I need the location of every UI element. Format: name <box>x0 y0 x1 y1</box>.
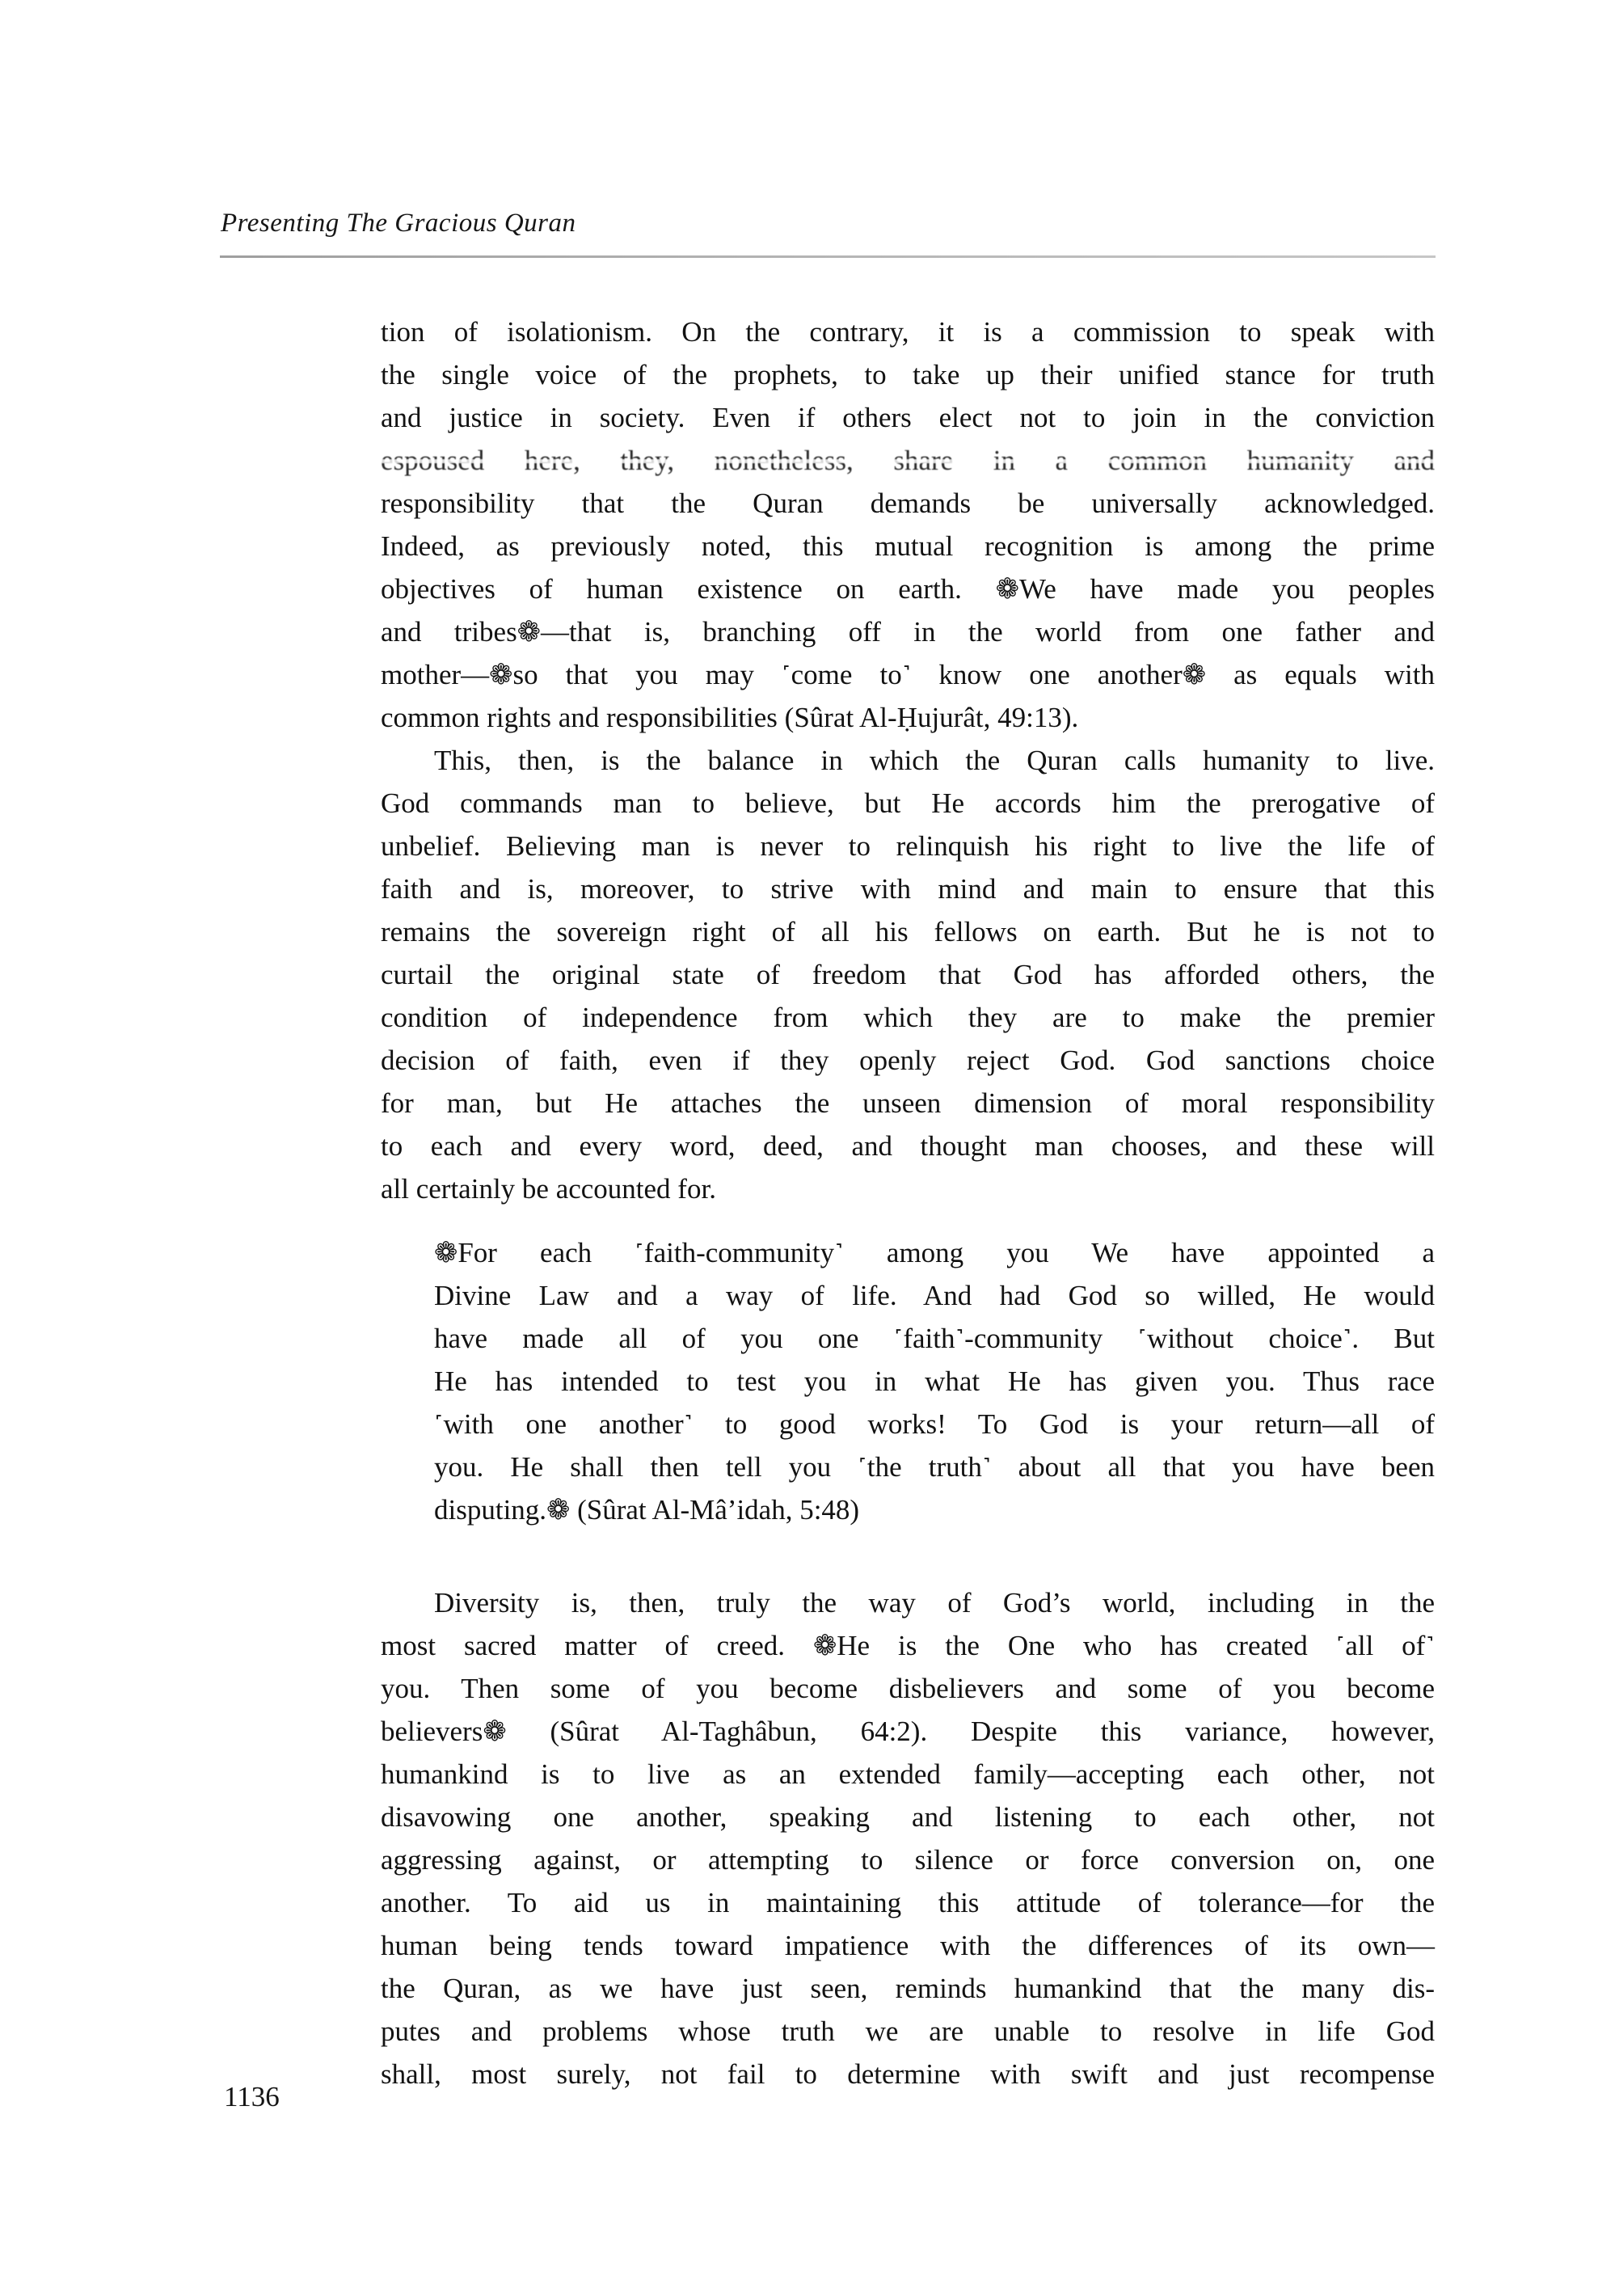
paragraph-2 <box>381 739 1435 1210</box>
text-line: This, then, is the balance in which the Quran calls humanity to live. <box>434 745 1435 776</box>
text-line: humankind is to live as an extended family—accepting each other, not <box>381 1758 1435 1790</box>
text-line: to each and every word, deed, and thought man chooses, and these will <box>381 1130 1435 1162</box>
paragraph-3 <box>381 1581 1435 2096</box>
text-line: putes and problems whose truth we are unable to resolve in life God <box>381 2015 1435 2047</box>
text-line: faith and is, moreover, to strive with mind and main to ensure that this <box>381 873 1435 905</box>
text-line: tion of isolationism. On the contrary, it is a commission to speak with <box>381 316 1435 348</box>
running-header <box>221 207 576 239</box>
text-line: condition of independence from which they are to make the premier <box>381 1002 1435 1033</box>
text-line: and justice in society. Even if others elect not to join in the conviction <box>381 402 1435 433</box>
text-line: and tribes❁—that is, branching off in the world from one father and <box>381 616 1435 648</box>
text-line: another. To aid us in maintaining this attitude of tolerance—for the <box>381 1887 1435 1918</box>
header-rule <box>220 255 1436 258</box>
text-line: common rights and responsibilities (Sûrat Al-Ḥujurât, 49:13). <box>381 702 1079 733</box>
block-quote <box>434 1231 1435 1531</box>
text-line: responsibility that the Quran demands be universally acknowledged. <box>381 487 1435 519</box>
text-line: most sacred matter of creed. ❁He is the One who has created ˹all of˺ <box>381 1630 1435 1661</box>
text-line: shall, most surely, not fail to determine with swift and just recompense <box>381 2058 1435 2090</box>
text-line-faded: espoused here, they, nonetheless, share in a common humanity and <box>381 445 1435 476</box>
text-line: the single voice of the prophets, to take up their unified stance for truth <box>381 359 1435 390</box>
text-line: remains the sovereign right of all his fellows on earth. But he is not to <box>381 916 1435 948</box>
running-header-title: Presenting The Gracious Quran <box>221 209 576 238</box>
paragraph-1 <box>381 310 1435 739</box>
quote-line: you. He shall then tell you ˹the truth˺ about all that you have been <box>434 1451 1435 1483</box>
page-body <box>381 310 1435 2096</box>
quote-line: have made all of you one ˹faith˺-community ˹without choice˺. But <box>434 1323 1435 1354</box>
quote-line: ❁For each ˹faith-community˺ among you We have appointed a <box>434 1237 1435 1268</box>
text-line: you. Then some of you become disbelievers and some of you become <box>381 1673 1435 1704</box>
text-line: all certainly be accounted for. <box>381 1173 716 1205</box>
text-line: curtail the original state of freedom that God has afforded others, the <box>381 959 1435 990</box>
text-line: Indeed, as previously noted, this mutual recognition is among the prime <box>381 530 1435 562</box>
text-line: for man, but He attaches the unseen dimension of moral responsibility <box>381 1087 1435 1119</box>
text-line: mother—❁so that you may ˹come to˺ know one another❁ as equals with <box>381 659 1435 690</box>
quote-line: Divine Law and a way of life. And had God so willed, He would <box>434 1280 1435 1311</box>
text-line: aggressing against, or attempting to silence or force conversion on, one <box>381 1844 1435 1876</box>
text-line: human being tends toward impatience with the differences of its own— <box>381 1930 1435 1961</box>
text-line: the Quran, as we have just seen, reminds humankind that the many dis- <box>381 1973 1435 2004</box>
text-line: unbelief. Believing man is never to relinquish his right to live the life of <box>381 830 1435 862</box>
quote-line: He has intended to test you in what He has given you. Thus race <box>434 1365 1435 1397</box>
text-line: God commands man to believe, but He accords him the prerogative of <box>381 787 1435 819</box>
text-line: decision of faith, even if they openly reject God. God sanctions choice <box>381 1045 1435 1076</box>
quote-citation-line: disputing.❁ (Sûrat Al-Mâ’idah, 5:48) <box>434 1494 860 1526</box>
page-number: 1136 <box>224 2081 280 2112</box>
text-line: objectives of human existence on earth. ❁We have made you peoples <box>381 573 1435 605</box>
text-line: Diversity is, then, truly the way of God’s world, including in the <box>434 1587 1435 1619</box>
quote-line: ˹with one another˺ to good works! To God is your return—all of <box>434 1408 1435 1440</box>
text-line: believers❁ (Sûrat Al-Taghâbun, 64:2). Despite this variance, however, <box>381 1716 1435 1747</box>
text-line: disavowing one another, speaking and listening to each other, not <box>381 1801 1435 1833</box>
